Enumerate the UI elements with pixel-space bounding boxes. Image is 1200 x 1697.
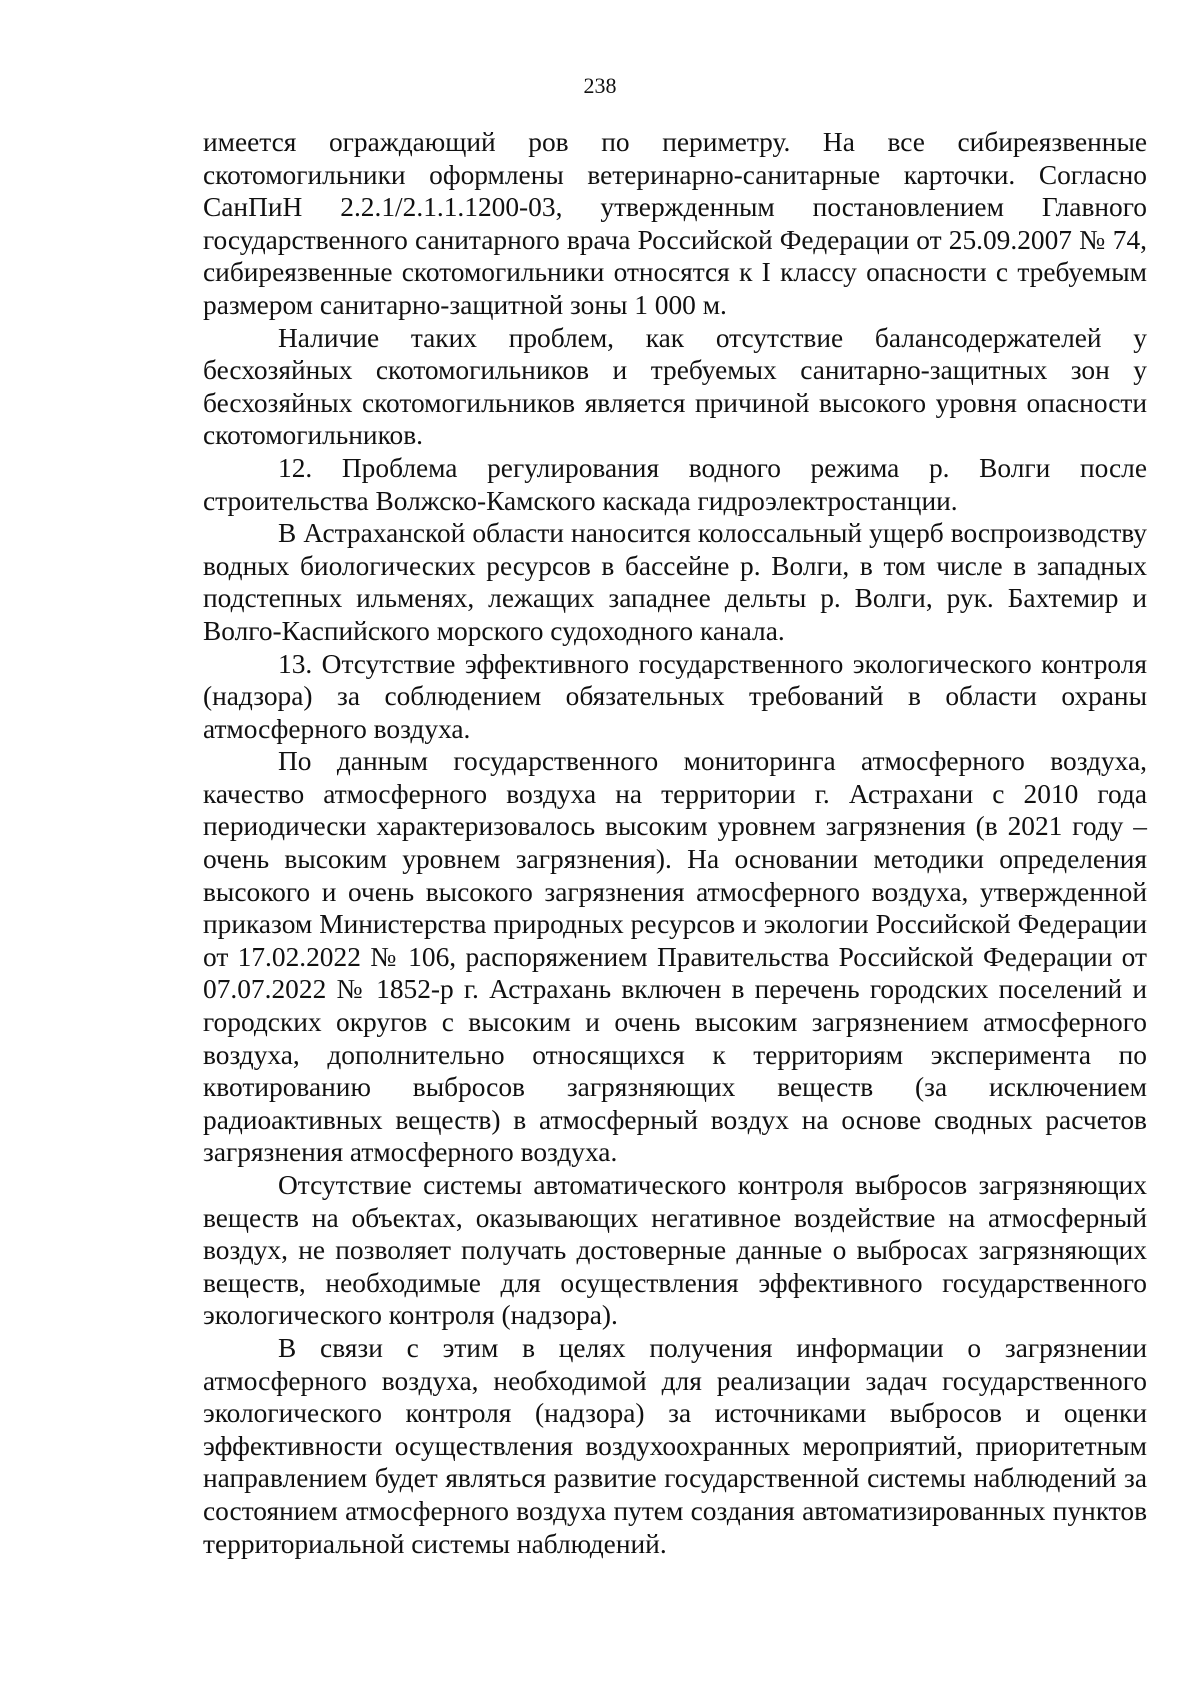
paragraph-priority-direction: В связи с этим в целях получения информации о загрязнении атмосферного воздуха, необходимой для реализации задач государственного экологического контроля (надзора) за источниками выбросов и оценки эффективности осуществления воздухоохранных мероприятий, приоритетным направлением будет являться развитие государственной системы наблюдений за состоянием атмосферного воздуха путем создания автоматизированных пунктов территориальной системы наблюдений. <box>203 1332 1147 1559</box>
paragraph-item-12-volga-water-regime: 12. Проблема регулирования водного режима р. Волги после строительства Волжско-Камского каскада гидроэлектростанции. <box>203 452 1147 516</box>
paragraph-ownerless-burial-sites: Наличие таких проблем, как отсутствие балансодержателей у бесхозяйных скотомогильников и требуемых санитарно-защитных зон у бесхозяйных скотомогильников является причиной высокого уровня опасности скотомогильников. <box>203 322 1147 451</box>
paragraph-continuation: имеется ограждающий ров по периметру. На все сибиреязвенные скотомогильники оформлены ветеринарно-санитарные карточки. Согласно СанПиН 2.2.1/2.1.1.1200-03, утвержденным постановлением Главного государственного санитарного врача Российской Федерации от 25.09.2007 № 74, сибиреязвенные скотомогильники относятся к I классу опасности с требуемым размером санитарно-защитной зоны 1 000 м. <box>203 127 1147 320</box>
page-number: 238 <box>583 73 617 98</box>
paragraph-astrakhan-bioresources-damage: В Астраханской области наносится колоссальный ущерб воспроизводству водных биологических ресурсов в бассейне р. Волги, в том числе в западных подстепных ильменях, лежащих западнее дельты р. Волги, рук. Бахтемир и Волго-Каспийского морского судоходного канала. <box>203 518 1147 646</box>
paragraph-no-automatic-control: Отсутствие системы автоматического контроля выбросов загрязняющих веществ на объектах, оказывающих негативное воздействие на атмосферный воздух, не позволяет получать достоверные данные о выбросах загрязняющих веществ, необходимые для осуществления эффективного государственного экологического контроля (надзора). <box>203 1170 1147 1331</box>
document-body <box>203 126 1147 1560</box>
paragraph-air-monitoring-data: По данным государственного мониторинга атмосферного воздуха, качество атмосферного воздуха на территории г. Астрахани с 2010 года периодически характеризовалось высоким уровнем загрязнения (в 2021 году – очень высоким уровнем загрязнения). На основании методики определения высокого и очень высокого загрязнения атмосферного воздуха, утвержденной приказом Министерства природных ресурсов и экологии Российской Федерации от 17.02.2022 № 106, распоряжением Правительства Российской Федерации от 07.07.2022 № 1852-р г. Астрахань включен в перечень городских поселений и городских округов с высоким и очень высоким загрязнением атмосферного воздуха, дополнительно относящихся к территориям эксперимента по квотированию выбросов загрязняющих веществ (за исключением радиоактивных веществ) в атмосферный воздух на основе сводных расчетов загрязнения атмосферного воздуха. <box>203 746 1147 1168</box>
paragraph-item-13-air-control: 13. Отсутствие эффективного государственного экологического контроля (надзора) за соблюдением обязательных требований в области охраны атмосферного воздуха. <box>203 648 1147 744</box>
